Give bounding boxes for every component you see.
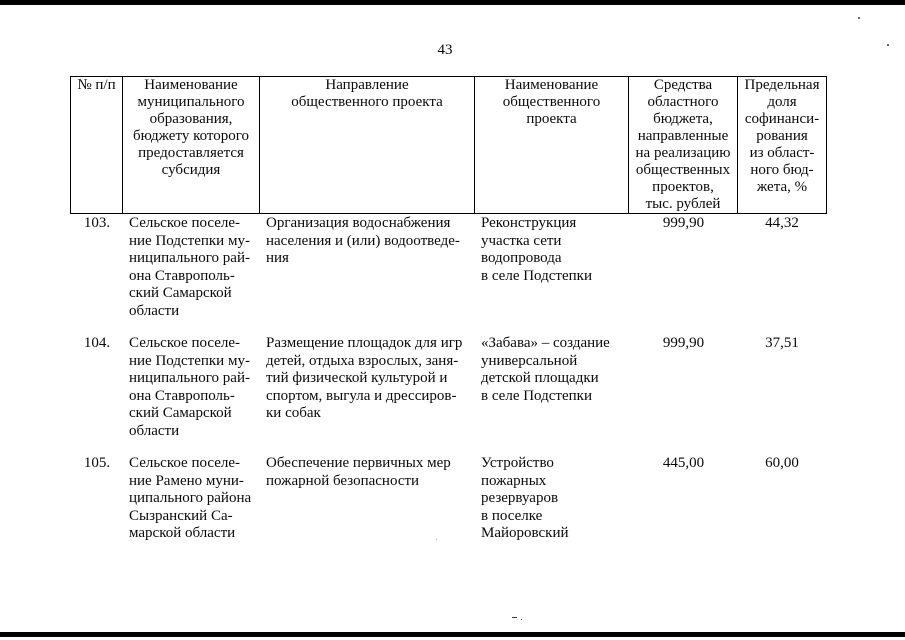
header-municipality: Наименование муниципального образования, бюджету которого предоставляется субсидия: [123, 77, 260, 213]
scan-speck: [858, 17, 860, 19]
regional-funds-cell: 999,90: [662, 215, 705, 231]
page-number: 43: [437, 42, 453, 58]
header-project-name: Наименование общественного проекта: [475, 77, 629, 213]
table-header: [70, 76, 827, 214]
header-project-direction: Направление общественного проекта: [260, 77, 475, 213]
project-name-cell: Реконструкция участка сети водопровода в селе Подстепки: [481, 215, 592, 284]
scan-speck: [436, 539, 437, 540]
cofinancing-share-cell: 60,00: [765, 455, 799, 471]
header-number: № п/п: [71, 77, 123, 213]
row-number: 103.: [83, 215, 111, 231]
municipality-cell: Сельское поселе- ние Подстепки му- ниципального рай- она Ставрополь- ский Самарской области: [129, 215, 250, 319]
project-direction-cell: Обеспечение первичных мер пожарной безопасности: [266, 455, 451, 489]
cofinancing-share-cell: 44,32: [765, 215, 799, 231]
scan-speck: [512, 617, 517, 618]
project-name-cell: «Забава» – создание универсальной детской площадки в селе Подстепки: [481, 335, 610, 404]
header-cofinancing-share: Предельная доля софинанси- рования из област- ного бюд- жета, %: [744, 77, 820, 195]
municipality-cell: Сельское поселе- ние Подстепки му- ниципального рай- она Ставрополь- ский Самарской области: [129, 335, 250, 439]
scan-speck: [887, 44, 889, 46]
bottom-scan-edge: [0, 632, 905, 637]
table-row: [71, 215, 826, 321]
header-regional-funds: Средства областного бюджета, направленные на реализацию общественных проектов, тыс. рублей: [629, 77, 738, 213]
table-row: [71, 335, 826, 441]
project-direction-cell: Размещение площадок для игр детей, отдыха взрослых, заня- тий физической культурой и спортом, выгула и дрессиров- ки собак: [266, 335, 463, 422]
regional-funds-cell: 999,90: [662, 335, 705, 351]
cofinancing-share-cell: 37,51: [765, 335, 799, 351]
top-scan-edge: [0, 0, 905, 5]
municipality-cell: Сельское поселе- ние Рамено муни- ципального района Сызранский Са- марской области: [129, 455, 252, 542]
project-direction-cell: Организация водоснабжения населения и (или) водоотведе- ния: [266, 215, 460, 267]
scan-speck: [521, 619, 522, 620]
table-row: [71, 455, 826, 543]
row-number: 104.: [83, 335, 111, 351]
regional-funds-cell: 445,00: [662, 455, 705, 471]
project-name-cell: Устройство пожарных резервуаров в поселке Майоровский: [481, 455, 569, 542]
row-number: 105.: [83, 455, 111, 471]
